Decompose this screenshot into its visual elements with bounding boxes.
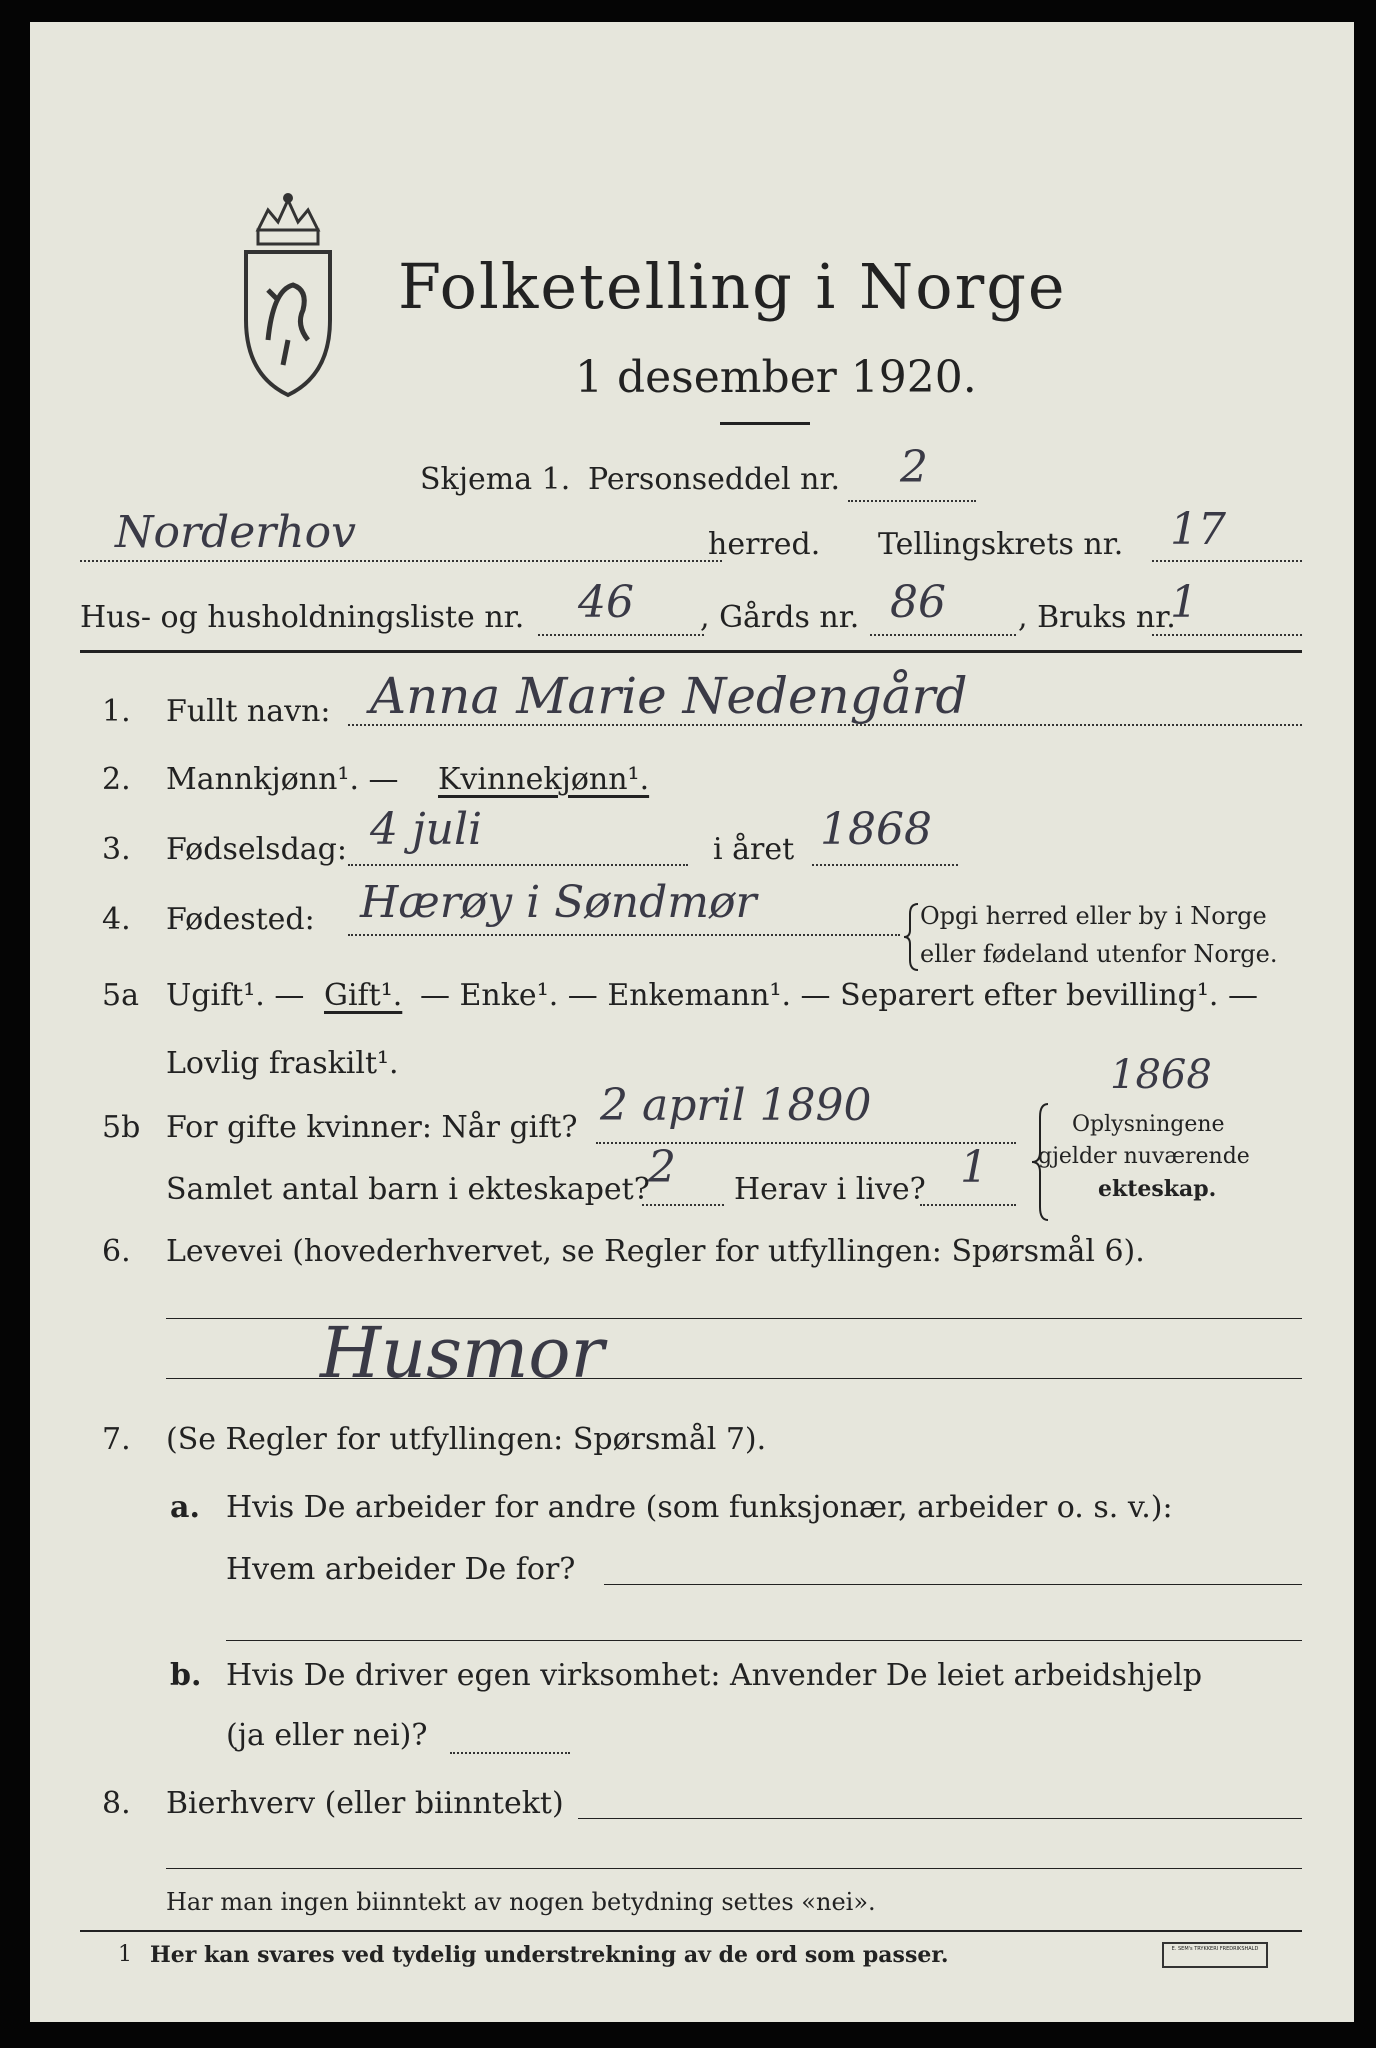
gards-line [870, 634, 1016, 636]
q5a-number: 5a [102, 978, 139, 1013]
q4-note-1: Opgi herred eller by i Norge [920, 902, 1267, 930]
personseddel-label: Personseddel nr. [588, 462, 841, 497]
margin-note: 1868 [1110, 1052, 1212, 1098]
q7a-number: a. [170, 1490, 200, 1525]
brace-icon [902, 902, 922, 972]
bruks-label: , Bruks nr. [1018, 600, 1176, 635]
q3-day-line [348, 864, 688, 866]
q6-line-2 [166, 1378, 1302, 1379]
occupation-value[interactable]: Husmor [320, 1312, 605, 1394]
q7b-line1: Hvis De driver egen virksomhet: Anvender De leiet arbeidshjelp [226, 1658, 1203, 1693]
children-living-value[interactable]: 1 [960, 1142, 988, 1193]
q7-label: (Se Regler for utfyllingen: Spørsmål 7). [166, 1422, 767, 1457]
husliste-value[interactable]: 46 [578, 577, 634, 628]
q2-number: 2. [102, 762, 131, 797]
q8-number: 8. [102, 1786, 131, 1821]
coat-of-arms-icon [238, 190, 338, 410]
q3-number: 3. [102, 832, 131, 867]
q5b-live-label: Herav i live? [734, 1172, 926, 1207]
herred-label: herred. [708, 527, 821, 562]
birth-year-value[interactable]: 1868 [820, 804, 932, 855]
q7b-line2: (ja eller nei)? [226, 1718, 428, 1753]
q5b-live-line [920, 1204, 1016, 1206]
q5b-barn-line [642, 1204, 724, 1206]
gards-label: , Gårds nr. [700, 600, 860, 635]
q4-label: Fødested: [166, 902, 315, 937]
q1-number: 1. [102, 694, 131, 729]
footnote-divider [80, 1930, 1302, 1932]
q7b-answer-line [450, 1752, 570, 1754]
footnote-mark: 1 [118, 1942, 132, 1967]
q5b-note-1: Oplysningene [1072, 1112, 1225, 1137]
q8-note: Har man ingen biinntekt av nogen betydning settes «nei». [166, 1888, 876, 1916]
header-divider [80, 650, 1302, 653]
q5b-barn-label: Samlet antal barn i ekteskapet? [166, 1172, 650, 1207]
q3-year-line [812, 864, 958, 866]
q7b-number: b. [170, 1658, 202, 1693]
husliste-line [538, 634, 704, 636]
q4-number: 4. [102, 902, 131, 937]
children-value[interactable]: 2 [648, 1142, 676, 1193]
q8-label: Bierhverv (eller biinntekt) [166, 1786, 564, 1821]
census-form [30, 22, 1354, 2022]
married-value[interactable]: 2 april 1890 [600, 1080, 872, 1131]
footnote-text: Her kan svares ved tydelig understrekning av de ord som passer. [150, 1942, 949, 1968]
tellingskrets-label: Tellingskrets nr. [878, 527, 1124, 562]
q5a-ugift: Ugift¹. — [166, 978, 305, 1013]
gards-value[interactable]: 86 [890, 577, 946, 628]
herred-line [80, 560, 722, 562]
census-date: 1 desember 1920. [575, 352, 977, 403]
q6-number: 6. [102, 1234, 131, 1269]
q4-line [348, 934, 900, 936]
q5a-gift: Gift¹. [324, 978, 403, 1013]
q5b-label: For gifte kvinner: Når gift? [166, 1110, 578, 1145]
q5b-note-3: ekteskap. [1098, 1176, 1217, 1202]
q5a-rest: — Enke¹. — Enkemann¹. — Separert efter bevilling¹. — [420, 978, 1258, 1013]
q7a-line1: Hvis De arbeider for andre (som funksjonær, arbeider o. s. v.): [226, 1490, 1173, 1525]
q2-kvinne: Kvinnekjønn¹. [438, 762, 650, 797]
tellingskrets-line [1152, 560, 1302, 562]
q5a-line2: Lovlig fraskilt¹. [166, 1046, 399, 1081]
q8-answer-line-2 [166, 1868, 1302, 1869]
q5b-number: 5b [102, 1110, 141, 1145]
q7a-answer-line-2 [226, 1640, 1302, 1641]
title-divider [720, 422, 810, 425]
herred-value[interactable]: Norderhov [115, 507, 356, 558]
q8-answer-line [578, 1818, 1302, 1819]
birthday-value[interactable]: 4 juli [370, 804, 483, 855]
printer-mark [1162, 1942, 1268, 1968]
q6-label: Levevei (hovederhvervet, se Regler for utfyllingen: Spørsmål 6). [166, 1234, 1145, 1269]
q3-year-label: i året [713, 832, 795, 867]
q4-note-2: eller fødeland utenfor Norge. [920, 940, 1278, 968]
printer-mark-text: E. SEM's TRYKKERI FREDRIKSHALD [1171, 1946, 1259, 1952]
full-name-value[interactable]: Anna Marie Nedengård [370, 667, 968, 725]
q7a-line2: Hvem arbeider De for? [226, 1552, 576, 1587]
q7a-answer-line [604, 1584, 1302, 1585]
personseddel-line [848, 500, 976, 502]
husliste-label: Hus- og husholdningsliste nr. [80, 600, 525, 635]
q2-mann: Mannkjønn¹. — [166, 762, 399, 797]
tellingskrets-value[interactable]: 17 [1170, 504, 1226, 555]
q5b-note-2: gjelder nuværende [1038, 1144, 1250, 1169]
q7-number: 7. [102, 1422, 131, 1457]
q1-label: Fullt navn: [166, 694, 331, 729]
bruks-value[interactable]: 1 [1170, 577, 1198, 628]
skjema-label: Skjema 1. [420, 462, 571, 497]
personseddel-value[interactable]: 2 [900, 442, 928, 493]
form-title: Folketelling i Norge [398, 250, 1067, 323]
birthplace-value[interactable]: Hærøy i Søndmør [360, 877, 757, 928]
q3-label: Fødselsdag: [166, 832, 347, 867]
bruks-line [1152, 634, 1302, 636]
